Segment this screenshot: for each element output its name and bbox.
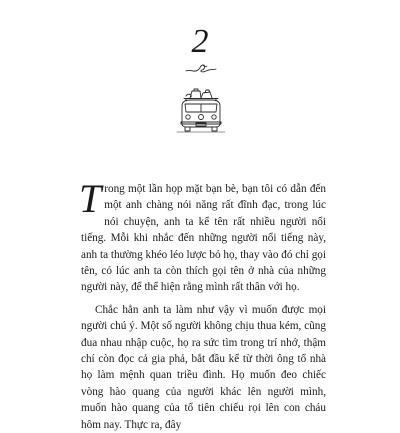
van-illustration-icon <box>172 84 230 134</box>
paragraph-1-text: rong một lần họp mặt bạn bè, bạn tôi có dẫn đến một anh chàng nói năng rất đĩnh đạc, trong lúc nói chuyện, anh ta kể tên rất nhiều người nổi tiếng. Mỗi khi nhắc đến những người nổi tiếng này, anh ta thường khéo léo lược bỏ họ, thay vào đó chỉ gọi tên, có lúc anh ta còn thích gọi tên ở nhà của những người này, để thể hiện rằng mình rất thân với họ. <box>81 183 326 294</box>
paragraph-1 <box>79 176 326 296</box>
chapter-body-text <box>79 176 326 433</box>
chapter-number: 2 <box>191 23 209 60</box>
flourish-ornament-icon <box>185 62 217 76</box>
drop-cap: T <box>79 176 102 221</box>
paragraph-2: Chắc hẳn anh ta làm như vậy vì muốn được mọi người chú ý. Một số người không chịu thua kém, cũng đua nhau nhập cuộc, họ ra sức tìm trong trí nhớ, thậm chí còn đọc cả gia phả, bắt đầu kể từ thời ông tổ nhà họ làm mệnh quan triều đình. Họ muốn đeo chiếc vòng hào quang của người khác lên người mình, muốn hào quang của tổ tiên chiếu rọi lên con cháu hôm nay. Thực ra, đây <box>81 303 326 431</box>
